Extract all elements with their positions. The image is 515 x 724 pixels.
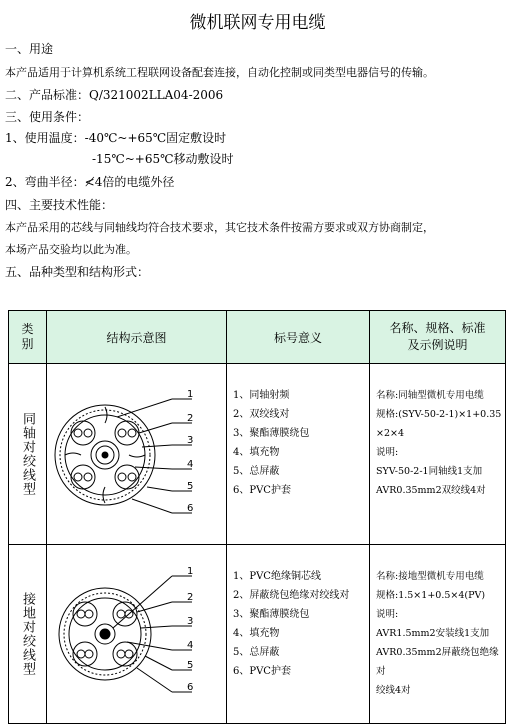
- usage-heading: 一、用途: [5, 42, 54, 56]
- tech-text-2: 本场产品交验均以此为准。: [5, 243, 137, 256]
- callout-1: 1: [187, 389, 194, 400]
- types-heading: 五、品种类型和结构形式：: [5, 265, 150, 279]
- callout-1: 1: [187, 566, 194, 577]
- page-title: 微机联网专用电缆: [189, 13, 326, 33]
- callout-5: 5: [187, 481, 194, 492]
- header-desc: 名称、规格、标准及示例说明: [370, 311, 506, 364]
- callout-6: 6: [187, 503, 194, 514]
- row-type: 接地对绞线型: [9, 545, 47, 724]
- row-description: 名称:同轴型微机专用电缆 规格:(SYV-50-2-1)×1+0.35 ×2×4 说明: SYV-50-2-1同轴线1支加 AVR0.35mm2双绞线4对: [370, 364, 506, 545]
- header-diagram: 结构示意图: [47, 311, 227, 364]
- conditions-heading: 三、使用条件：: [5, 110, 90, 124]
- callout-4: 4: [187, 640, 194, 651]
- table-row: [9, 364, 506, 545]
- row-description: 名称:接地型微机专用电缆 规格:1.5×1+0.5×4(PV) 说明: AVR1.5mm2安装线1支加 AVR0.35mm2屏蔽绕包绝缘对 绞线4对: [370, 545, 506, 724]
- tech-heading: 四、主要技术性能：: [5, 198, 114, 212]
- cable-diagram-ground: [47, 545, 227, 724]
- table-header-row: [9, 311, 506, 364]
- row-type: 同轴对绞线型: [9, 364, 47, 545]
- condition-temp-mobile: -15℃~+65℃移动敷设时: [92, 152, 234, 166]
- callout-4: 4: [187, 459, 194, 470]
- header-type: 类别: [9, 311, 47, 364]
- standard-line: 二、产品标准：Q/321002LLA04-2006: [5, 88, 224, 102]
- spec-table: [8, 310, 506, 724]
- callout-3: 3: [187, 435, 194, 446]
- callout-6: 6: [187, 682, 194, 693]
- callout-3: 3: [187, 616, 194, 627]
- tech-text-1: 本产品采用的芯线与同轴线均符合技术要求，其它技术条件按需方要求或双方协商制定，: [5, 221, 434, 234]
- condition-bend-radius: 2、弯曲半径：≮4倍的电缆外径: [5, 175, 175, 189]
- row-meanings: 1、PVC绝缘铜芯线 2、屏蔽绕包绝缘对绞线对 3、聚酯薄膜绕包 4、填充物 5、总屏蔽 6、PVC护套: [227, 545, 370, 724]
- table-row: [9, 545, 506, 724]
- header-meaning: 标号意义: [227, 311, 370, 364]
- cable-diagram-coax: [47, 364, 227, 545]
- condition-temp-fixed: 1、使用温度：-40℃~+65℃固定敷设时: [5, 131, 227, 145]
- callout-5: 5: [187, 660, 194, 671]
- row-meanings: 1、同轴射频 2、双绞线对 3、聚酯薄膜绕包 4、填充物 5、总屏蔽 6、PVC护套: [227, 364, 370, 545]
- callout-2: 2: [187, 592, 194, 603]
- callout-2: 2: [187, 413, 194, 424]
- usage-text: 本产品适用于计算机系统工程联网设备配套连接，自动化控制或同类型电器信号的传输。: [5, 66, 434, 79]
